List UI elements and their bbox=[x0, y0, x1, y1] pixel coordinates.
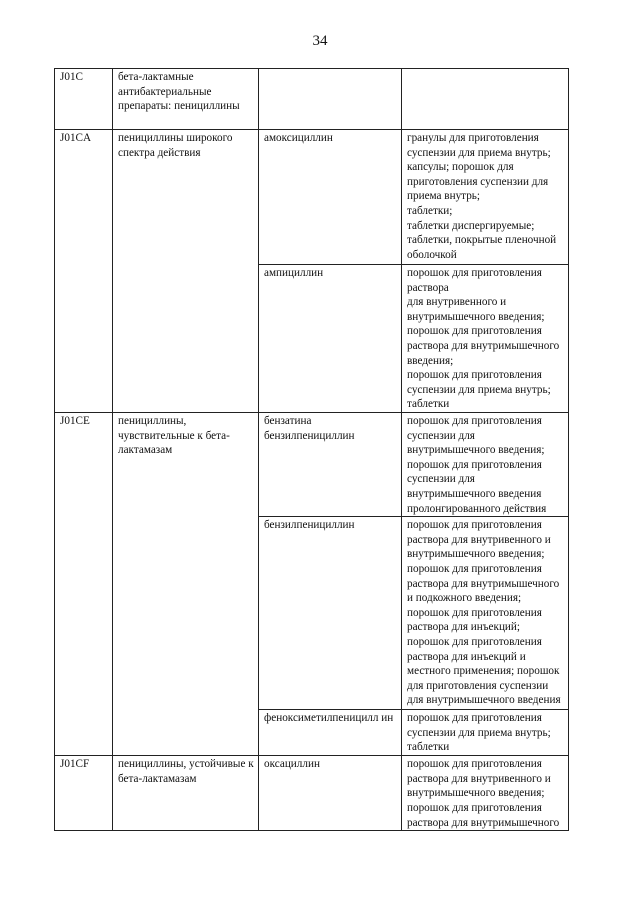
anatomical-group-cell: бета-лактамные антибактериальные препараты: пенициллины bbox=[113, 69, 259, 130]
drug-name-cell bbox=[259, 69, 402, 130]
table-row bbox=[55, 756, 569, 831]
page-number: 34 bbox=[312, 33, 328, 49]
dosage-forms-cell bbox=[402, 69, 569, 130]
atc-code-cell: J01C bbox=[55, 69, 113, 130]
drug-name-cell: амоксициллин bbox=[259, 130, 402, 265]
dosage-forms-cell: порошок для приготовления раствора для внутривенного и внутримышечного введения; порошок для приготовления раствора для внутримышечного bbox=[402, 756, 569, 831]
dosage-forms-cell: порошок для приготовления раствора для внутривенного и внутримышечного введения; порошок для приготовления раствора для внутримышечного и подкожного введения; порошок для приготовления раствора для инъекций; порошок для приготовления раствора для инъекций и местного применения; порошок для приготовления суспензии для внутримышечного введения bbox=[402, 517, 569, 710]
anatomical-group-cell: пенициллины широкого спектра действия bbox=[113, 130, 259, 413]
drug-name-cell: оксациллин bbox=[259, 756, 402, 831]
table-row bbox=[55, 69, 569, 130]
dosage-forms-cell: гранулы для приготовления суспензии для приема внутрь; капсулы; порошок для приготовления суспензии для приема внутрь; таблетки; таблетки диспергируемые; таблетки, покрытые пленочной оболочкой bbox=[402, 130, 569, 265]
dosage-forms-cell: порошок для приготовления раствора для внутривенного и внутримышечного введения; порошок для приготовления раствора для внутримышечного введения; порошок для приготовления суспензии для приема внутрь; таблетки bbox=[402, 265, 569, 413]
drug-name-cell: бензилпенициллин bbox=[259, 517, 402, 710]
anatomical-group-cell: пенициллины, чувствительные к бета-лактамазам bbox=[113, 413, 259, 756]
table-row bbox=[55, 413, 569, 517]
table-row bbox=[55, 130, 569, 265]
atc-code-cell: J01CF bbox=[55, 756, 113, 831]
drug-classification-table bbox=[54, 68, 569, 831]
atc-code-cell: J01CA bbox=[55, 130, 113, 413]
anatomical-group-cell: пенициллины, устойчивые к бета-лактамазам bbox=[113, 756, 259, 831]
drug-name-cell: ампициллин bbox=[259, 265, 402, 413]
atc-code-cell: J01CE bbox=[55, 413, 113, 756]
drug-name-cell: бензатина бензилпенициллин bbox=[259, 413, 402, 517]
dosage-forms-cell: порошок для приготовления суспензии для внутримышечного введения; порошок для приготовления суспензии для внутримышечного введения пролонгированного действия bbox=[402, 413, 569, 517]
drug-name-cell: феноксиметилпеницилл ин bbox=[259, 710, 402, 756]
dosage-forms-cell: порошок для приготовления суспензии для приема внутрь; таблетки bbox=[402, 710, 569, 756]
